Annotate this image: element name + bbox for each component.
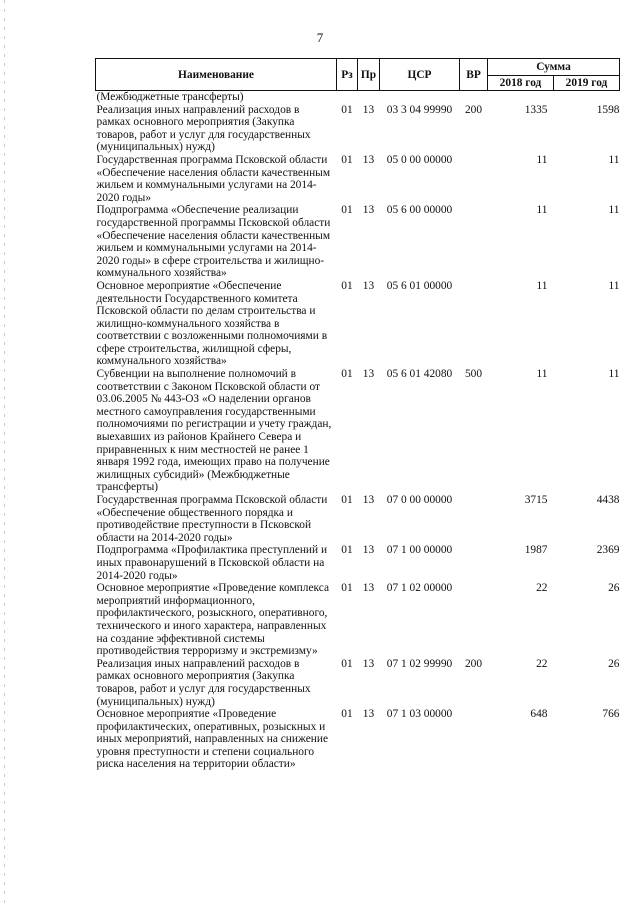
row-name: Государственная программа Псковской области «Обеспечение общественного порядка и противодействие преступности в Псковской области на 2014-2020 годы» [96, 494, 328, 544]
row-pr: 13 [362, 708, 375, 721]
row-sum-2019 [554, 91, 620, 104]
table-row [96, 204, 620, 280]
row-sum-2018: 11 [536, 368, 548, 381]
row-vr [460, 280, 488, 368]
row-vr [460, 204, 488, 280]
row-sum-2019: 11 [608, 153, 620, 166]
row-rz: 01 [341, 544, 353, 557]
row-vr: 200 [464, 657, 483, 670]
row-sum-2019: 4438 [596, 494, 620, 506]
row-sum-2019: 766 [602, 708, 620, 721]
row-rz [337, 91, 358, 104]
row-csr [380, 91, 460, 104]
header-vr: ВР [460, 59, 488, 91]
row-name: Основное мероприятие «Проведение комплекса мероприятий информационного, профилактического, розыскного, оперативного, технического и иного характера, направленных на создание эффективной системы противодействия терроризму и экстремизму» [96, 582, 329, 658]
row-vr [460, 582, 488, 658]
budget-table [95, 58, 620, 771]
row-sum-2018: 1335 [524, 103, 548, 116]
row-vr [460, 154, 488, 204]
row-rz: 01 [341, 204, 353, 217]
row-name: Реализация иных направлений расходов в рамках основного мероприятия (Закупка товаров, работ и услуг для государственных (муниципальных) нужд) [96, 657, 311, 708]
row-name: Реализация иных направлений расходов в рамках основного мероприятия (Закупка товаров, работ и услуг для государственных (муниципальных) нужд) [96, 103, 311, 154]
row-sum-2019: 26 [608, 657, 620, 670]
page-number: 7 [316, 30, 324, 45]
row-name: (Межбюджетные трансферты) [96, 91, 244, 103]
row-pr: 13 [362, 103, 375, 116]
row-csr: 05 0 00 00000 [386, 153, 453, 166]
row-name: Подпрограмма «Профилактика преступлений и иных правонарушений в Псковской области на 2014-2020 годы» [96, 544, 328, 582]
row-pr: 13 [362, 657, 375, 670]
row-csr: 07 1 00 00000 [386, 544, 453, 557]
header-year-2019: 2019 год [554, 76, 620, 91]
table-row [96, 708, 620, 771]
header-csr: ЦСР [380, 59, 460, 91]
row-rz: 01 [341, 494, 353, 506]
row-csr: 05 6 01 00000 [386, 279, 453, 292]
row-vr: 500 [464, 368, 483, 381]
table-row [96, 368, 620, 494]
row-sum-2018: 11 [536, 204, 548, 217]
table-row [96, 494, 620, 544]
row-csr: 07 1 03 00000 [386, 708, 453, 721]
table-header [96, 59, 620, 91]
row-csr: 03 3 04 99990 [386, 103, 453, 116]
scan-edge-mark [4, 0, 5, 905]
row-pr: 13 [362, 582, 375, 595]
row-vr [460, 494, 488, 544]
row-name: Основное мероприятие «Обеспечение деятельности Государственного комитета Псковской области по делам строительства и жилищно-коммунального хозяйства в соответствии с возложенными полномочиями в сфере строительства, жилищной сферы, коммунального хозяйства» [96, 279, 328, 368]
row-rz: 01 [341, 708, 353, 721]
header-pr: Пр [358, 59, 380, 91]
header-sum: Сумма [488, 59, 620, 76]
row-csr: 07 1 02 00000 [386, 582, 453, 595]
row-vr [460, 544, 488, 582]
header-name: Наименование [96, 59, 337, 91]
table-row [96, 91, 620, 104]
row-rz: 01 [341, 153, 353, 166]
row-name: Государственная программа Псковской области «Обеспечение населения области качественным жильем и коммунальными услугами на 2014-2020 годы» [96, 153, 331, 204]
row-csr: 07 1 02 99990 [386, 657, 453, 670]
header-rz: Рз [337, 59, 358, 91]
row-csr: 05 6 01 42080 [386, 368, 453, 381]
row-pr: 13 [362, 368, 375, 381]
row-pr: 13 [362, 494, 375, 506]
row-sum-2018: 11 [536, 153, 548, 166]
table-row [96, 658, 620, 708]
row-name: Подпрограмма «Обеспечение реализации государственной программы Псковской области «Обеспечение населения области качественным жильем и коммунальными услугами на 2014-2020 годы» в сфере строительства и жилищно-коммунального хозяйства» [96, 204, 331, 280]
row-pr: 13 [362, 279, 375, 292]
row-sum-2019: 11 [608, 204, 620, 217]
table-row [96, 104, 620, 154]
table-row [96, 582, 620, 658]
row-sum-2018: 22 [536, 657, 548, 670]
row-sum-2019: 26 [608, 582, 620, 595]
row-sum-2019: 2369 [596, 544, 620, 557]
row-sum-2018 [488, 91, 554, 104]
row-pr: 13 [362, 204, 375, 217]
row-rz: 01 [341, 582, 353, 595]
row-name: Субвенции на выполнение полномочий в соответствии с Законом Псковской области от 03.06.2005 № 443-ОЗ «О наделении органов местного самоуправления государственными полномочиями по регистрации и учету граждан, выехавших из районов Крайнего Севера и приравненных к ним местностей не ранее 1 января 1992 года, имеющих право на получение жилищных субсидий» (Межбюджетные трансферты) [96, 368, 332, 494]
row-pr: 13 [362, 153, 375, 166]
table-body [96, 91, 620, 772]
row-csr: 07 0 00 00000 [386, 494, 453, 506]
table-row [96, 544, 620, 582]
row-csr: 05 6 00 00000 [386, 204, 453, 217]
row-rz: 01 [341, 657, 353, 670]
row-name: Основное мероприятие «Проведение профилактических, оперативных, розыскных и иных мероприятий, направленных на снижение уровня преступности и степени социального риска населения на территории области» [96, 708, 329, 771]
row-sum-2018: 3715 [524, 494, 548, 506]
row-vr [460, 91, 488, 104]
row-vr [460, 708, 488, 771]
row-vr: 200 [464, 103, 483, 116]
row-rz: 01 [341, 279, 353, 292]
row-sum-2018: 11 [536, 279, 548, 292]
row-sum-2019: 11 [608, 279, 620, 292]
row-pr: 13 [362, 544, 375, 557]
row-sum-2018: 648 [530, 708, 548, 721]
header-year-2018: 2018 год [488, 76, 554, 91]
row-sum-2018: 1987 [524, 544, 548, 557]
table-row [96, 154, 620, 204]
row-sum-2019: 11 [608, 368, 620, 381]
table-row [96, 280, 620, 368]
row-rz: 01 [341, 368, 353, 381]
row-sum-2019: 1598 [596, 103, 620, 116]
row-pr [358, 91, 380, 104]
row-sum-2018: 22 [536, 582, 548, 595]
row-rz: 01 [341, 103, 353, 116]
